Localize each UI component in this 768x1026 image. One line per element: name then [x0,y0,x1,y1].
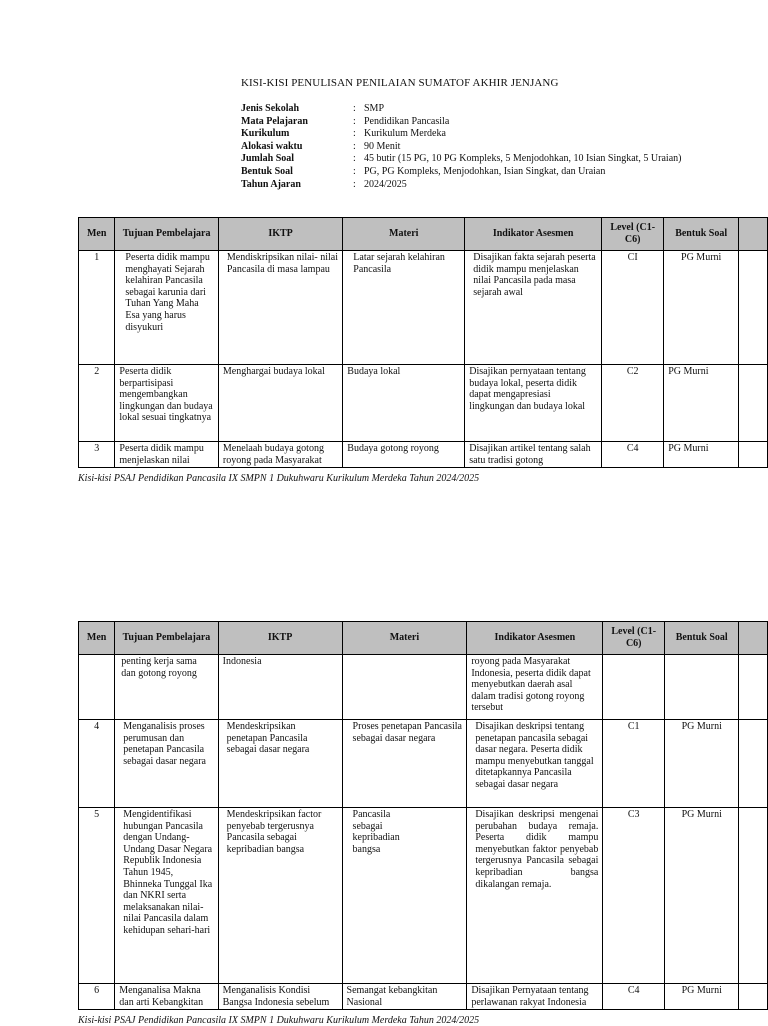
cell-tujuan: penting kerja sama dan gotong royong [115,655,218,720]
header-iktp: IKTP [218,218,342,251]
meta-row-alokasi-waktu [241,141,681,154]
kisi-table-page-2 [78,621,768,1010]
cell-no: 6 [79,984,115,1010]
cell-tujuan: Menganalisis proses perumusan dan penetapan Pancasila sebagai dasar negara [115,720,218,808]
cell-indikator: Disajikan artikel tentang salah satu tradisi gotong [465,442,602,468]
header-tujuan: Tujuan Pembelajara [115,622,218,655]
meta-separator: : [353,165,356,177]
meta-separator: : [353,178,356,190]
cell-no: 4 [79,720,115,808]
cell-iktp: Mendiskripsikan nilai- nilai Pancasila di masa lampau [218,251,342,365]
header-tujuan: Tujuan Pembelajara [115,218,218,251]
cell-materi: Budaya gotong royong [343,442,465,468]
meta-label: Bentuk Soal [241,165,293,177]
cell-level: C1 [603,720,665,808]
header-level: Level (C1- C6) [603,622,665,655]
meta-value: PG, PG Kompleks, Menjodohkan, Isian Singkat, dan Uraian [364,165,606,177]
cell-no: 2 [79,365,115,442]
cell-level: C4 [602,442,664,468]
cell-tujuan: Peserta didik mampu menjelaskan nilai [115,442,218,468]
cell-tujuan: Menganalisa Makna dan arti Kebangkitan [115,984,218,1010]
meta-value: 45 butir (15 PG, 10 PG Kompleks, 5 Menjodohkan, 10 Isian Singkat, 5 Uraian) [364,153,682,165]
cell-indikator: Disajikan deskripsi mengenai perubahan budaya remaja. Peserta didik mampu menyebutkan faktor penyebab tergerusnya Pancasila sebagai kepribadian bangsa dikalangan remaja. [467,808,603,984]
cell-materi: Pancasila sebagai kepribadian bangsa [342,808,467,984]
cell-bentuk: PG Murni [665,720,739,808]
cell-level: C2 [602,365,664,442]
cell-iktp: Mendeskripsikan penetapan Pancasila sebagai dasar negara [218,720,342,808]
meta-row-mata-pelajaran [241,116,681,129]
cell-level: CI [602,251,664,365]
meta-label: Alokasi waktu [241,140,303,152]
cell-indikator: royong pada Masyarakat Indonesia, peserta didik dapat menyebutkan daerah asal dalam tradisi gotong royong tersebut [467,655,603,720]
cell-indikator: Disajikan fakta sejarah peserta didik mampu menjelaskan nilai Pancasila pada masa sejarah awal [465,251,602,365]
meta-separator: : [353,115,356,127]
cell-indikator: Disajikan pernyataan tentang budaya lokal, peserta didik dapat mengapresiasi lingkungan dan budaya lokal [465,365,602,442]
header-extra [739,218,768,251]
meta-value: SMP [364,103,385,114]
table-row [79,655,768,720]
cell-iktp: Menelaah budaya gotong royong pada Masyarakat [218,442,342,468]
meta-label: Jenis Sekolah [241,103,300,114]
cell-bentuk [665,655,739,720]
cell-tujuan: Peserta didik berpartisipasi mengembangkan lingkungan dan budaya lokal sesuai tingkatnya [115,365,218,442]
table-header-row [79,218,768,251]
cell-materi: Latar sejarah kelahiran Pancasila [343,251,465,365]
cell-materi [342,655,467,720]
cell-iktp: Indonesia [218,655,342,720]
cell-iktp: Menghargai budaya lokal [218,365,342,442]
cell-tujuan: Peserta didik mampu menghayati Sejarah kelahiran Pancasila sebagai karunia dari Tuhan Yang Maha Esa yang harus disyukuri [115,251,218,365]
meta-label: Jumlah Soal [241,153,295,165]
cell-extra [739,251,768,365]
header-no: Men [79,622,115,655]
cell-bentuk: PG Murni [664,251,739,365]
cell-no: 1 [79,251,115,365]
meta-separator: : [353,140,356,152]
table-row [79,251,768,365]
meta-row-bentuk-soal [241,166,681,179]
cell-level [603,655,665,720]
meta-label: Tahun Ajaran [241,178,301,190]
meta-separator: : [353,153,356,165]
cell-iktp: Menganalisis Kondisi Bangsa Indonesia sebelum [218,984,342,1010]
cell-indikator: Disajikan deskripsi tentang penetapan pancasila sebagai dasar negara. Peserta didik mampu menyebutkan tanggal ditetapkannya Pancasila sebagai dasar negara [467,720,603,808]
meta-separator: : [353,103,356,114]
header-indikator: Indikator Asesmen [465,218,602,251]
header-iktp: IKTP [218,622,342,655]
cell-bentuk: PG Murni [664,442,739,468]
header-level: Level (C1- C6) [602,218,664,251]
meta-value: 2024/2025 [364,178,407,190]
cell-bentuk: PG Murni [665,984,739,1010]
page-footer: Kisi-kisi PSAJ Pendidikan Pancasila IX SMPN 1 Dukuhwaru Kurikulum Merdeka Tahun 2024/2025 [78,473,480,484]
cell-level: C3 [603,808,665,984]
meta-label: Kurikulum [241,128,290,140]
header-no: Men [79,218,115,251]
cell-bentuk: PG Murni [665,808,739,984]
meta-row-kurikulum [241,128,681,141]
header-bentuk: Bentuk Soal [665,622,739,655]
table-row [79,720,768,808]
cell-materi: Proses penetapan Pancasila sebagai dasar negara [342,720,467,808]
table-row [79,442,768,468]
header-bentuk: Bentuk Soal [664,218,739,251]
header-indikator: Indikator Asesmen [467,622,603,655]
header-extra [739,622,768,655]
cell-extra [739,808,768,984]
header-materi: Materi [343,218,465,251]
meta-row-jenis-sekolah [241,103,681,116]
meta-value: Pendidikan Pancasila [364,115,450,127]
table-row [79,365,768,442]
meta-separator: : [353,128,356,140]
cell-level: C4 [603,984,665,1010]
cell-extra [739,655,768,720]
cell-indikator: Disajikan Pernyataan tentang perlawanan rakyat Indonesia [467,984,603,1010]
cell-no: 3 [79,442,115,468]
cell-no [79,655,115,720]
table-header-row [79,622,768,655]
cell-extra [739,720,768,808]
kisi-table-page-1 [78,217,768,468]
cell-materi: Budaya lokal [343,365,465,442]
cell-extra [739,984,768,1010]
cell-iktp: Mendeskripsikan factor penyebab tergerusnya Pancasila sebagai kepribadian bangsa [218,808,342,984]
cell-materi: Semangat kebangkitan Nasional [342,984,467,1010]
table-row [79,808,768,984]
cell-bentuk: PG Murni [664,365,739,442]
document-metadata [241,103,681,191]
meta-value: 90 Menit [364,140,401,152]
meta-label: Mata Pelajaran [241,115,308,127]
document-title: KISI-KISI PENULISAN PENILAIAN SUMATOF AKHIR JENJANG [241,77,559,89]
meta-row-tahun-ajaran [241,179,681,192]
meta-row-jumlah-soal [241,153,681,166]
table-row [79,984,768,1010]
cell-extra [739,442,768,468]
page-footer: Kisi-kisi PSAJ Pendidikan Pancasila IX SMPN 1 Dukuhwaru Kurikulum Merdeka Tahun 2024/2025 [78,1015,480,1026]
meta-value: Kurikulum Merdeka [364,128,446,140]
header-materi: Materi [342,622,467,655]
cell-tujuan: Mengidentifikasi hubungan Pancasila dengan Undang- Undang Dasar Negara Republik Indonesia Tahun 1945, Bhinneka Tunggal Ika dan NKRI serta melaksanakan nilai- nilai Pancasila dalam kehidupan sehari-hari [115,808,218,984]
cell-extra [739,365,768,442]
cell-no: 5 [79,808,115,984]
